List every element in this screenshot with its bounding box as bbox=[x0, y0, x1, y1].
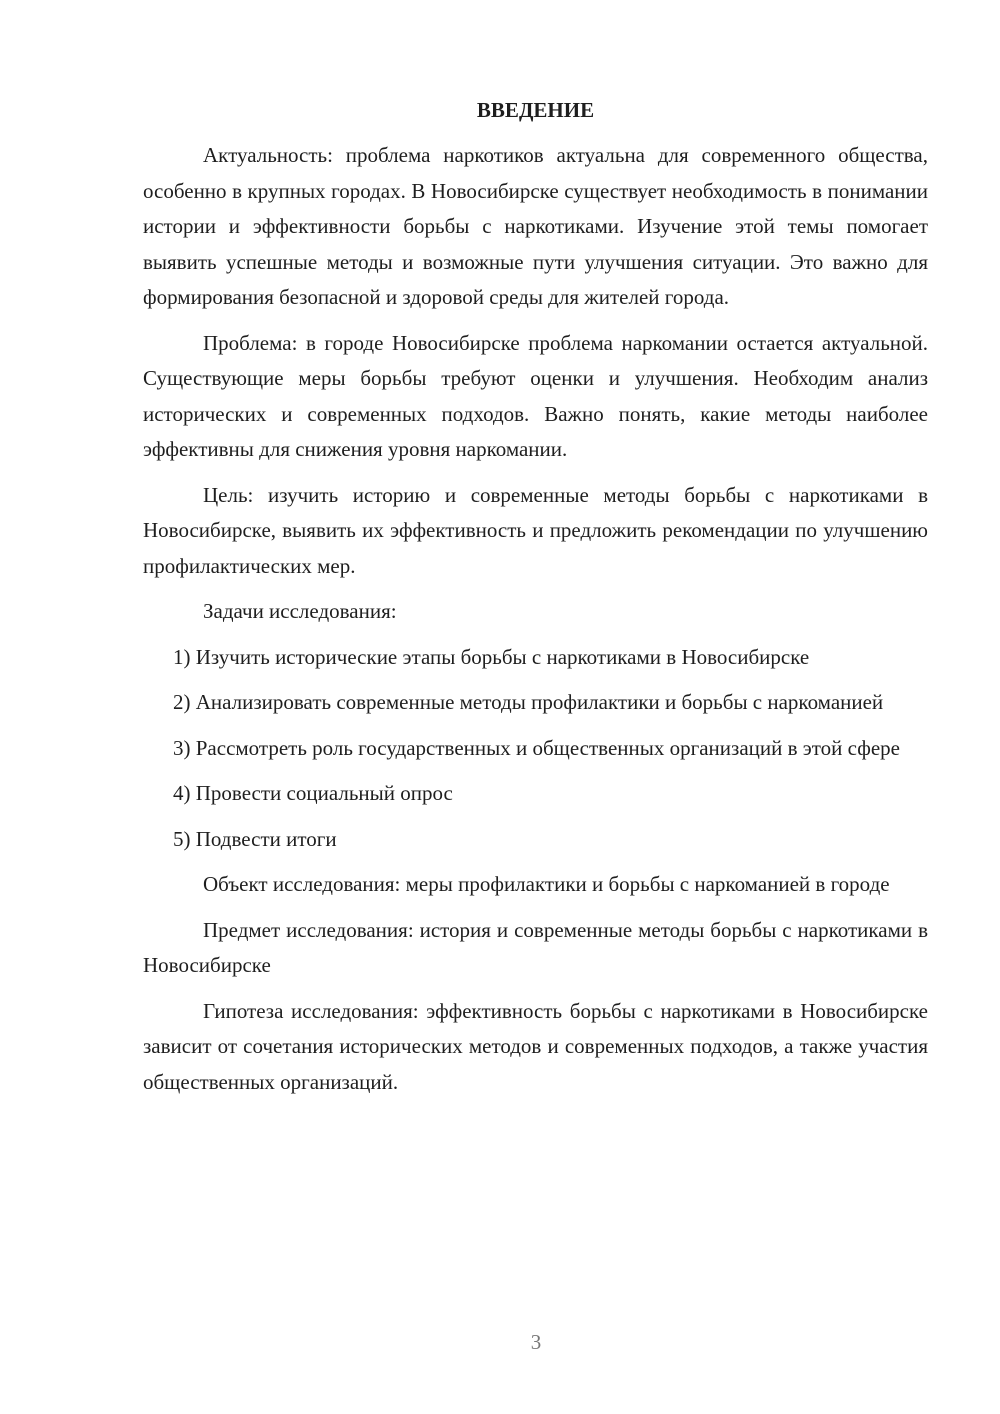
subject-paragraph: Предмет исследования: история и современные методы борьбы с наркотиками в Новосибирске bbox=[143, 917, 928, 977]
task-item-1: 1) Изучить исторические этапы борьбы с наркотиками в Новосибирске bbox=[173, 644, 810, 669]
document-title: ВВЕДЕНИЕ bbox=[476, 98, 595, 122]
task-item-3: 3) Рассмотреть роль государственных и общественных организаций в этой сфере bbox=[173, 735, 900, 760]
relevance-paragraph: Актуальность: проблема наркотиков актуальна для современного общества, особенно в крупных городах. В Новосибирске существует необходимость в понимании истории и эффективности борьбы с наркотиками. Изучение этой темы помогает выявить успешные методы и возможные пути улучшения ситуации. Это важно для формирования безопасной и здоровой среды для жителей города. bbox=[143, 143, 928, 309]
task-item-4: 4) Провести социальный опрос bbox=[173, 781, 453, 805]
document-page bbox=[143, 92, 928, 1110]
task-item-2: 2) Анализировать современные методы профилактики и борьбы с наркоманией bbox=[173, 690, 884, 714]
page-number: 3 bbox=[530, 1330, 542, 1354]
object-paragraph: Объект исследования: меры профилактики и борьбы с наркоманией в городе bbox=[203, 872, 890, 896]
tasks-heading: Задачи исследования: bbox=[203, 599, 397, 623]
problem-paragraph: Проблема: в городе Новосибирске проблема наркомании остается актуальной. Существующие меры борьбы требуют оценки и улучшения. Необходим анализ исторических и современных подходов. Важно понять, какие методы наиболее эффективны для снижения уровня наркомании. bbox=[143, 330, 928, 461]
goal-paragraph: Цель: изучить историю и современные методы борьбы с наркотиками в Новосибирске, выявить их эффективность и предложить рекомендации по улучшению профилактических мер. bbox=[143, 482, 928, 578]
task-item-5: 5) Подвести итоги bbox=[173, 826, 337, 851]
hypothesis-paragraph: Гипотеза исследования: эффективность борьбы с наркотиками в Новосибирске зависит от сочетания исторических методов и современных подходов, а также участия общественных организаций. bbox=[143, 998, 928, 1094]
